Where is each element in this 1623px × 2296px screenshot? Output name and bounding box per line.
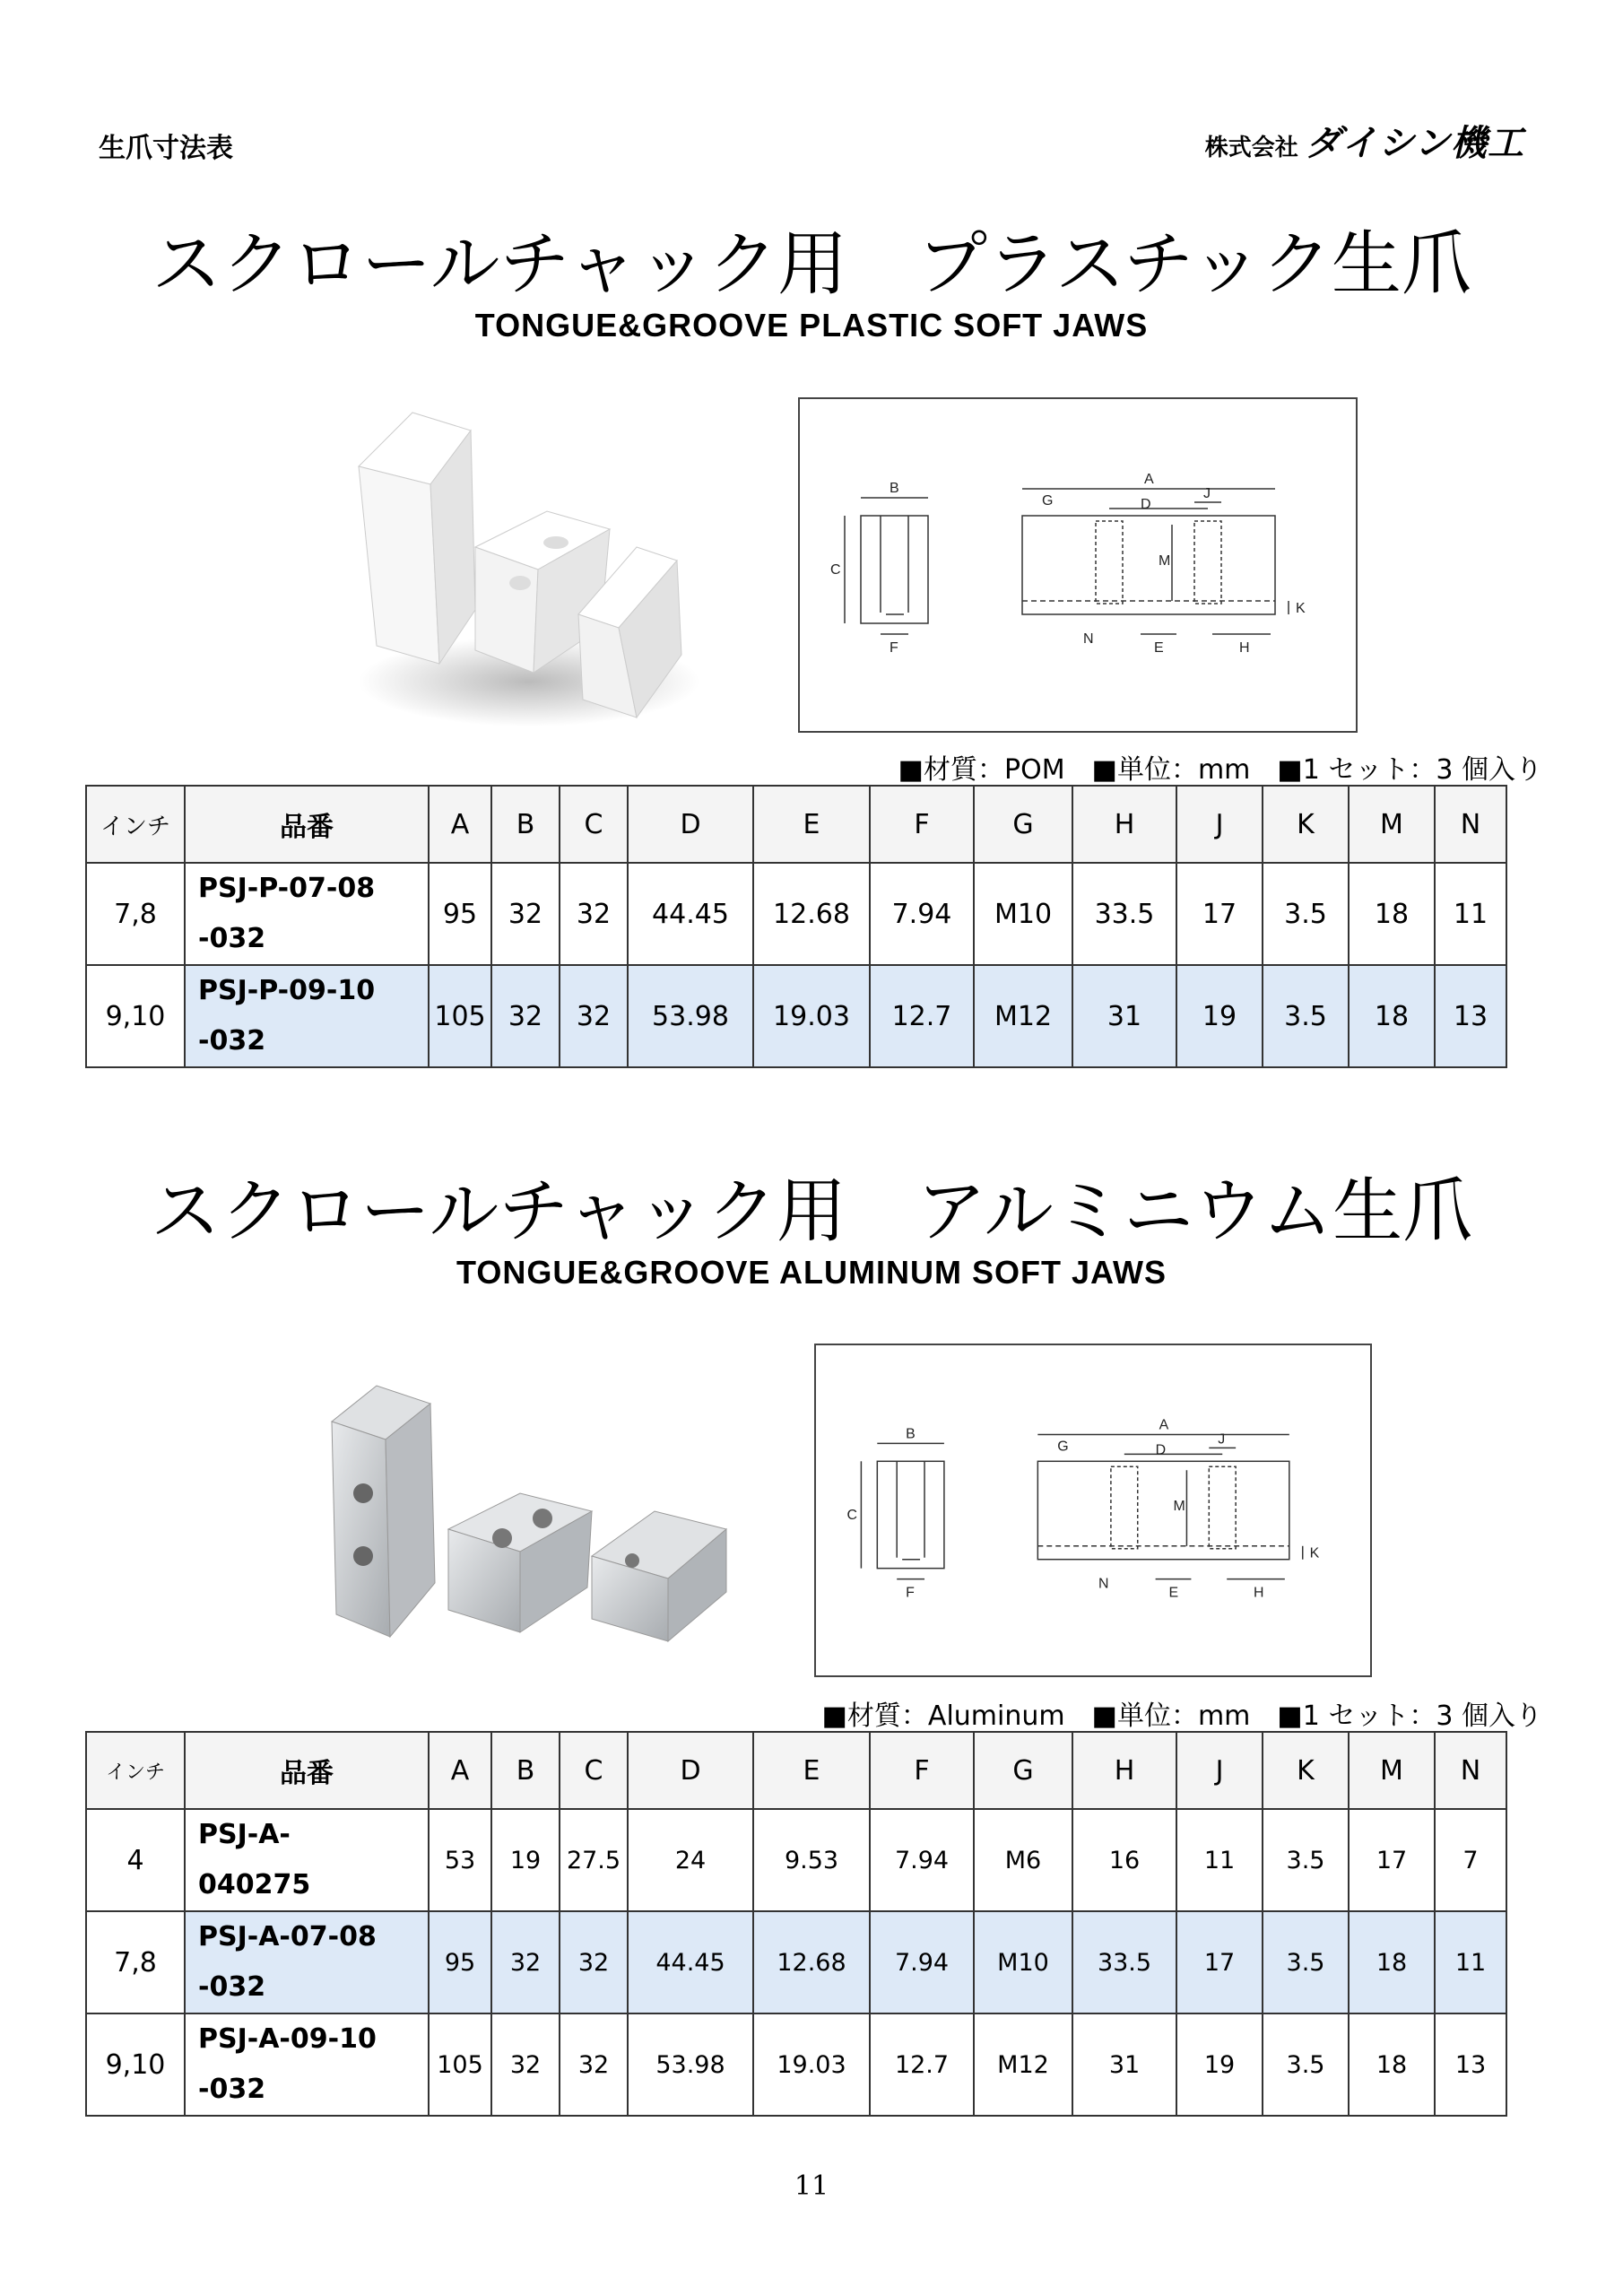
- column-header: M: [1349, 786, 1435, 863]
- plastic-jaw-dimension-diagram: [798, 397, 1358, 733]
- table-cell: 27.5: [560, 1809, 628, 1911]
- table-cell: 32: [491, 2013, 560, 2116]
- table-cell: 3.5: [1263, 863, 1349, 965]
- table-cell: M12: [974, 2013, 1072, 2116]
- label-B: B: [890, 481, 899, 496]
- table-cell: 13: [1435, 2013, 1506, 2116]
- table-row: [86, 863, 1506, 965]
- column-header: インチ: [86, 786, 185, 863]
- part-number-cell: PSJ-P-09-10 -032: [185, 965, 429, 1067]
- column-header: F: [870, 1732, 974, 1809]
- column-header: D: [628, 786, 753, 863]
- table-cell: M10: [974, 1911, 1072, 2013]
- label-E: E: [1154, 640, 1164, 656]
- label-A: A: [1159, 1417, 1169, 1433]
- table-cell: 7.94: [870, 1911, 974, 2013]
- column-header: E: [753, 1732, 870, 1809]
- label-D: D: [1155, 1442, 1167, 1458]
- table-cell: 33.5: [1072, 863, 1176, 965]
- table-cell: 53: [429, 1809, 491, 1911]
- table-cell: 9.53: [753, 1809, 870, 1911]
- column-header: C: [560, 1732, 628, 1809]
- table-cell: 12.7: [870, 2013, 974, 2116]
- column-header: A: [429, 1732, 491, 1809]
- column-header: A: [429, 786, 491, 863]
- spec-line: ■材質：POM ■単位：mm ■1 セット：3 個入り: [898, 754, 1542, 786]
- table-cell: 11: [1176, 1809, 1263, 1911]
- column-header: N: [1435, 786, 1506, 863]
- table-cell: 3.5: [1263, 2013, 1349, 2116]
- aluminum-jaws-spec-table: [85, 1731, 1507, 2117]
- table-cell: 13: [1435, 965, 1506, 1067]
- aluminum-jaws-photo: [323, 1377, 735, 1646]
- table-cell: M12: [974, 965, 1072, 1067]
- table-cell: 32: [491, 965, 560, 1067]
- table-cell: M10: [974, 863, 1072, 965]
- column-header: D: [628, 1732, 753, 1809]
- table-cell: 18: [1349, 1911, 1435, 2013]
- column-header: K: [1263, 786, 1349, 863]
- table-cell: 17: [1176, 1911, 1263, 2013]
- table-cell: 9,10: [86, 965, 185, 1067]
- table-cell: 18: [1349, 2013, 1435, 2116]
- table-cell: 19: [1176, 2013, 1263, 2116]
- label-E: E: [1168, 1585, 1179, 1601]
- label-H: H: [1239, 640, 1250, 656]
- table-cell: 44.45: [628, 863, 753, 965]
- section-title-en: TONGUE&GROOVE PLASTIC SOFT JAWS: [474, 307, 1149, 344]
- plastic-jaws-spec-table: [85, 785, 1507, 1068]
- label-M: M: [1159, 553, 1171, 569]
- column-header: E: [753, 786, 870, 863]
- table-cell: 53.98: [628, 2013, 753, 2116]
- table-cell: 4: [86, 1809, 185, 1911]
- table-cell: 105: [429, 2013, 491, 2116]
- section-title-jp: スクロールチャック用 アルミニウム生爪: [150, 1171, 1473, 1252]
- table-cell: 44.45: [628, 1911, 753, 2013]
- company-prefix: 株式会社: [1204, 135, 1298, 161]
- table-cell: 19.03: [753, 2013, 870, 2116]
- table-cell: 32: [560, 965, 628, 1067]
- label-B: B: [906, 1426, 916, 1442]
- page-number: 11: [794, 2170, 829, 2202]
- company-name: ダイシン機工: [1305, 123, 1524, 164]
- table-cell: 7.94: [870, 863, 974, 965]
- company-logo: [1205, 115, 1524, 166]
- table-cell: 18: [1349, 863, 1435, 965]
- column-header: B: [491, 786, 560, 863]
- table-cell: 11: [1435, 1911, 1506, 2013]
- plastic-jaws-photo: [341, 395, 699, 735]
- table-cell: 32: [491, 863, 560, 965]
- label-G: G: [1042, 493, 1054, 509]
- table-cell: 32: [560, 1911, 628, 2013]
- label-M: M: [1173, 1499, 1185, 1514]
- table-cell: 95: [429, 863, 491, 965]
- document-category: 生爪寸法表: [99, 133, 233, 164]
- label-G: G: [1057, 1439, 1069, 1455]
- table-cell: 19: [491, 1809, 560, 1911]
- label-F: F: [890, 640, 898, 656]
- part-number-cell: PSJ-A- 040275: [185, 1809, 429, 1911]
- table-cell: 3.5: [1263, 965, 1349, 1067]
- label-K: K: [1296, 601, 1306, 616]
- part-number-cell: PSJ-A-07-08 -032: [185, 1911, 429, 2013]
- label-N: N: [1098, 1576, 1109, 1592]
- column-header: C: [560, 786, 628, 863]
- table-cell: 32: [560, 2013, 628, 2116]
- column-header: J: [1176, 1732, 1263, 1809]
- spec-line: ■材質：Aluminum ■単位：mm ■1 セット：3 個入り: [821, 1700, 1542, 1732]
- part-number-cell: PSJ-P-07-08 -032: [185, 863, 429, 965]
- label-H: H: [1254, 1585, 1264, 1601]
- label-D: D: [1141, 497, 1151, 512]
- column-header: G: [974, 786, 1072, 863]
- table-cell: 3.5: [1263, 1809, 1349, 1911]
- part-number-cell: PSJ-A-09-10 -032: [185, 2013, 429, 2116]
- label-C: C: [830, 562, 841, 578]
- column-header: K: [1263, 1732, 1349, 1809]
- table-cell: 7,8: [86, 1911, 185, 2013]
- table-row: [86, 1911, 1506, 2013]
- column-header: G: [974, 1732, 1072, 1809]
- table-cell: 18: [1349, 965, 1435, 1067]
- table-cell: 33.5: [1072, 1911, 1176, 2013]
- table-cell: 12.68: [753, 1911, 870, 2013]
- column-header: インチ: [86, 1732, 185, 1809]
- label-A: A: [1144, 472, 1154, 487]
- table-cell: 17: [1176, 863, 1263, 965]
- table-cell: 24: [628, 1809, 753, 1911]
- column-header: H: [1072, 1732, 1176, 1809]
- table-cell: 17: [1349, 1809, 1435, 1911]
- table-cell: 32: [491, 1911, 560, 2013]
- table-cell: 7,8: [86, 863, 185, 965]
- column-header: F: [870, 786, 974, 863]
- table-cell: 53.98: [628, 965, 753, 1067]
- column-header: M: [1349, 1732, 1435, 1809]
- table-cell: 16: [1072, 1809, 1176, 1911]
- table-row: [86, 1809, 1506, 1911]
- label-J: J: [1203, 486, 1211, 501]
- table-cell: 7.94: [870, 1809, 974, 1911]
- label-J: J: [1218, 1431, 1226, 1448]
- column-header: J: [1176, 786, 1263, 863]
- table-cell: 105: [429, 965, 491, 1067]
- column-header: B: [491, 1732, 560, 1809]
- table-cell: M6: [974, 1809, 1072, 1911]
- aluminum-jaw-dimension-diagram: [814, 1344, 1372, 1677]
- label-C: C: [846, 1507, 857, 1523]
- table-cell: 7: [1435, 1809, 1506, 1911]
- table-cell: 12.68: [753, 863, 870, 965]
- table-cell: 11: [1435, 863, 1506, 965]
- table-row: [86, 2013, 1506, 2116]
- table-cell: 19.03: [753, 965, 870, 1067]
- table-cell: 31: [1072, 965, 1176, 1067]
- table-cell: 95: [429, 1911, 491, 2013]
- section-title-en: TONGUE&GROOVE ALUMINUM SOFT JAWS: [456, 1254, 1167, 1291]
- column-header: 品番: [185, 786, 429, 863]
- table-cell: 12.7: [870, 965, 974, 1067]
- label-K: K: [1309, 1545, 1320, 1561]
- column-header: H: [1072, 786, 1176, 863]
- table-cell: 31: [1072, 2013, 1176, 2116]
- table-cell: 3.5: [1263, 1911, 1349, 2013]
- section-title-jp: スクロールチャック用 プラスチック生爪: [152, 224, 1471, 305]
- table-cell: 19: [1176, 965, 1263, 1067]
- column-header: N: [1435, 1732, 1506, 1809]
- column-header: 品番: [185, 1732, 429, 1809]
- label-F: F: [906, 1585, 915, 1601]
- table-cell: 32: [560, 863, 628, 965]
- table-cell: 9,10: [86, 2013, 185, 2116]
- table-row: [86, 965, 1506, 1067]
- label-N: N: [1083, 631, 1094, 647]
